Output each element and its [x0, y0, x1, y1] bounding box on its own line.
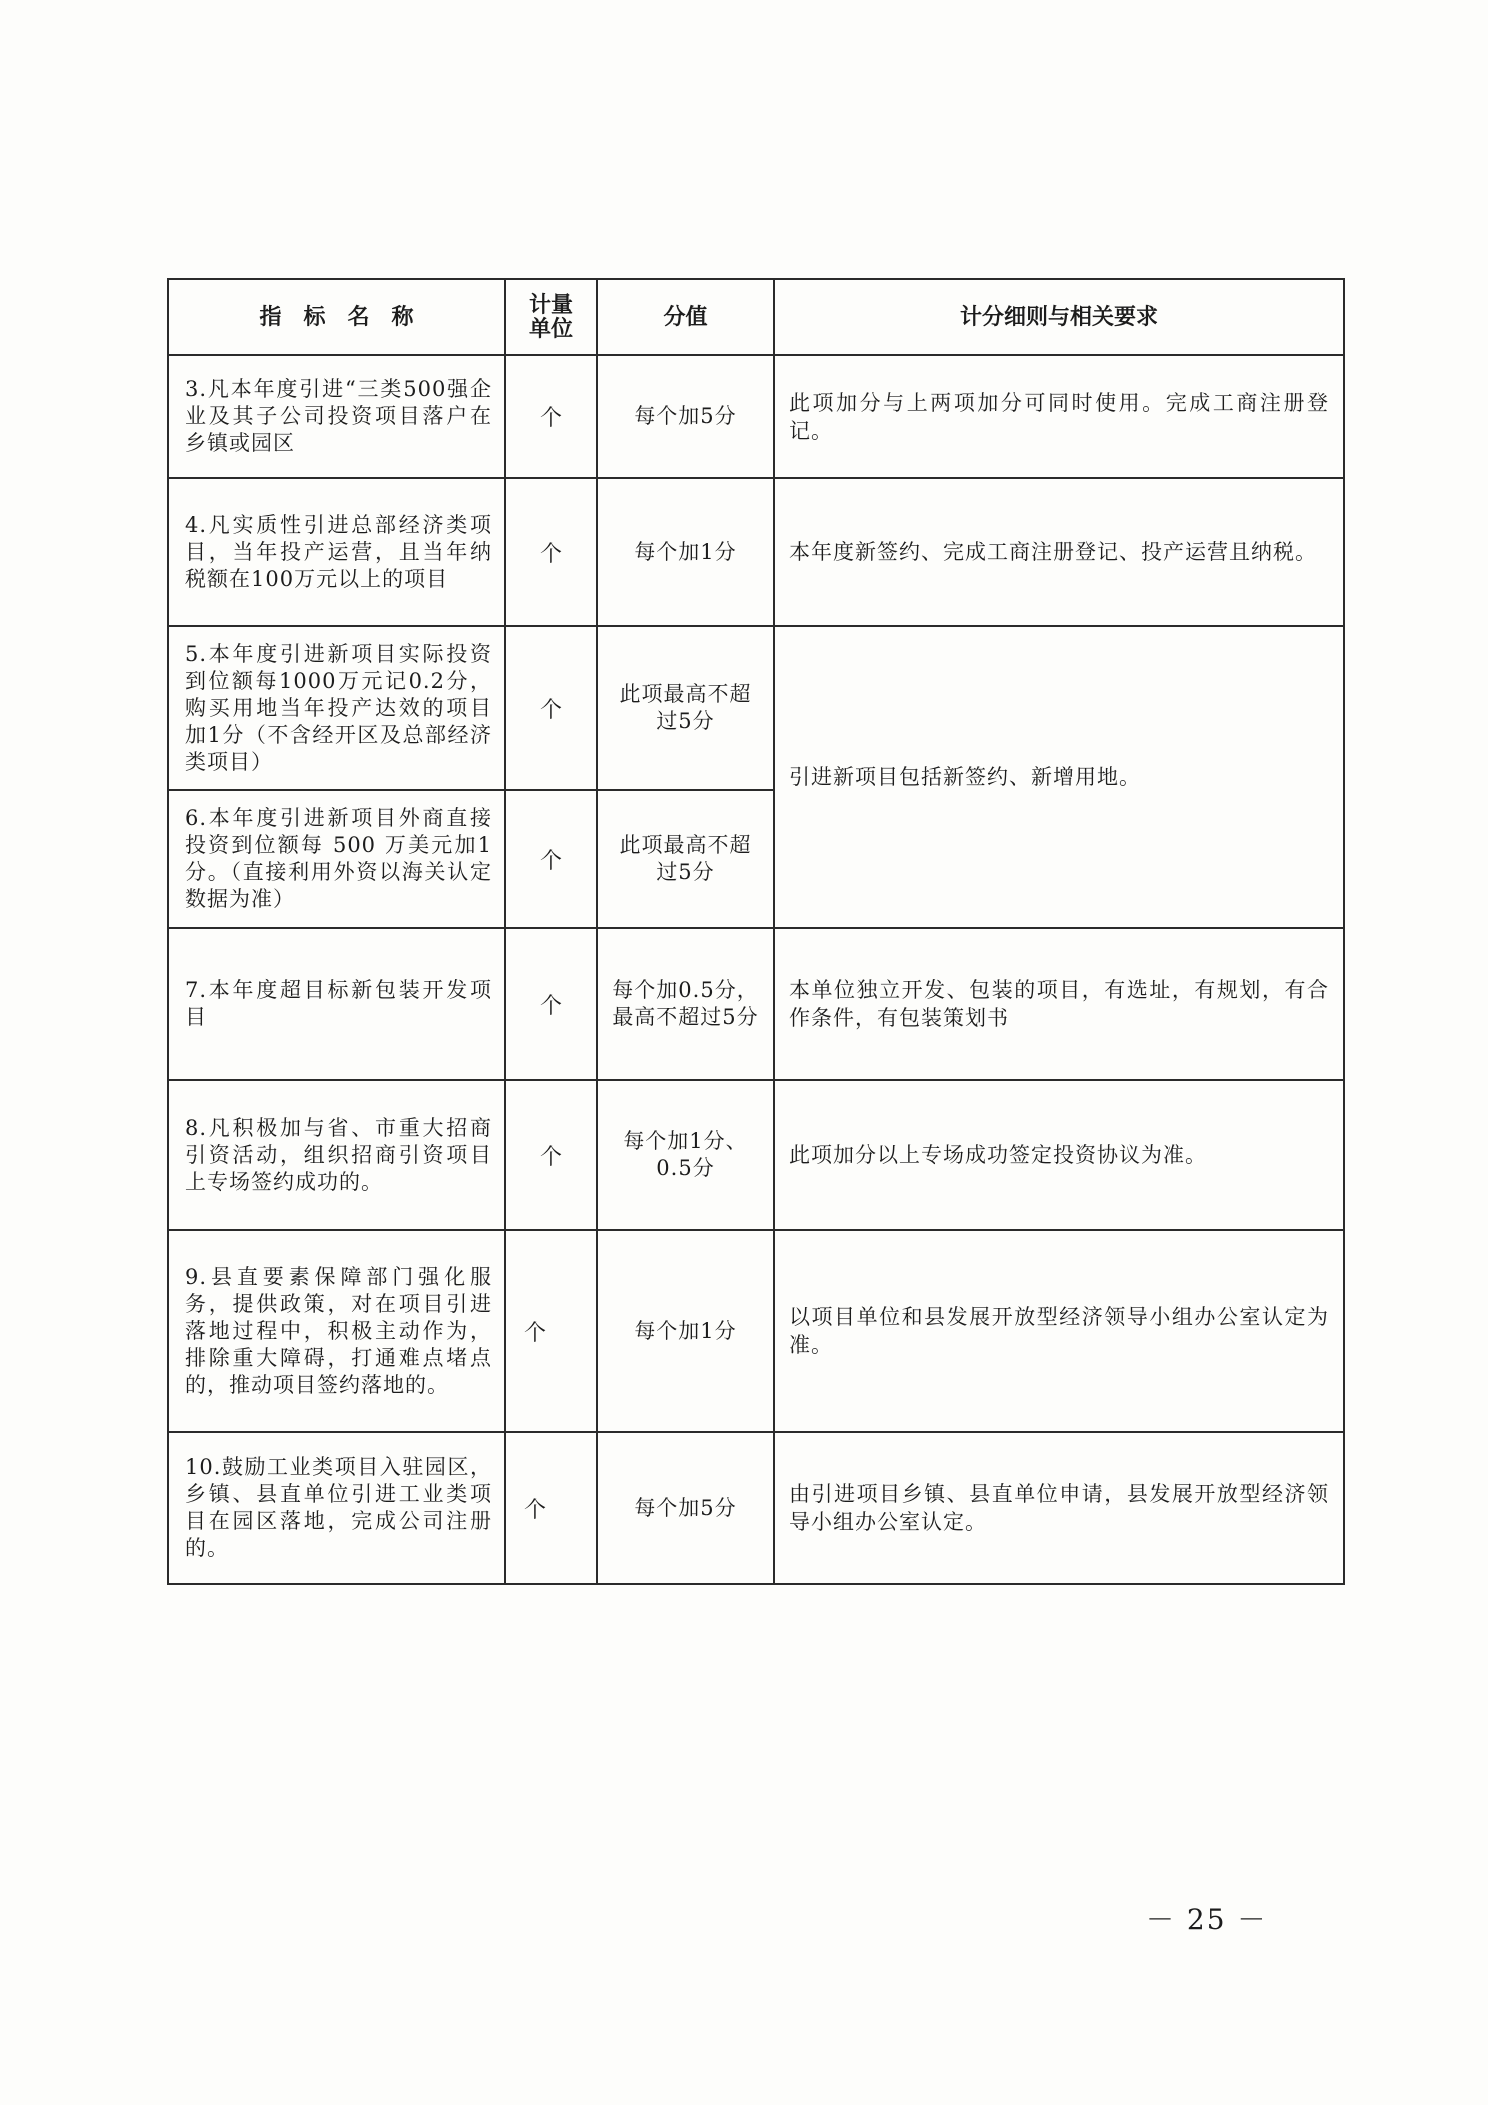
scoring-table — [167, 278, 1345, 1585]
score: 每个加5分 — [597, 1432, 774, 1584]
unit: 个 — [505, 790, 597, 928]
table-header-row — [168, 279, 1344, 355]
table-row — [168, 1432, 1344, 1584]
page-number: － 25 － — [1146, 1903, 1268, 1936]
table-row — [168, 1230, 1344, 1432]
unit: 个 — [505, 1230, 597, 1432]
unit: 个 — [505, 1432, 597, 1584]
unit: 个 — [505, 1080, 597, 1230]
indicator-name: 4.凡实质性引进总部经济类项目，当年投产运营，且当年纳税额在100万元以上的项目 — [168, 478, 505, 626]
table-row — [168, 355, 1344, 478]
indicator-name: 3.凡本年度引进“三类500强企业及其子公司投资项目落户在乡镇或园区 — [168, 355, 505, 478]
indicator-name: 5.本年度引进新项目实际投资到位额每1000万元记0.2分，购买用地当年投产达效的项目加1分（不含经开区及总部经济类项目） — [168, 626, 505, 790]
detail: 本年度新签约、完成工商注册登记、投产运营且纳税。 — [774, 478, 1344, 626]
indicator-name: 9.县直要素保障部门强化服务，提供政策，对在项目引进落地过程中，积极主动作为，排除重大障碍，打通难点堵点的，推动项目签约落地的。 — [168, 1230, 505, 1432]
header-score: 分值 — [597, 279, 774, 355]
table-row — [168, 928, 1344, 1080]
detail: 引进新项目包括新签约、新增用地。 — [774, 626, 1344, 928]
unit: 个 — [505, 355, 597, 478]
detail: 本单位独立开发、包装的项目，有选址，有规划，有合作条件，有包装策划书 — [774, 928, 1344, 1080]
header-unit-line2: 单位 — [528, 316, 573, 342]
indicator-name: 8.凡积极加与省、市重大招商引资活动，组织招商引资项目上专场签约成功的。 — [168, 1080, 505, 1230]
detail: 由引进项目乡镇、县直单位申请，县发展开放型经济领导小组办公室认定。 — [774, 1432, 1344, 1584]
score: 每个加5分 — [597, 355, 774, 478]
table-row — [168, 478, 1344, 626]
header-detail: 计分细则与相关要求 — [774, 279, 1344, 355]
detail: 以项目单位和县发展开放型经济领导小组办公室认定为准。 — [774, 1230, 1344, 1432]
score: 每个加1分、0.5分 — [597, 1080, 774, 1230]
detail: 此项加分以上专场成功签定投资协议为准。 — [774, 1080, 1344, 1230]
header-unit-line1: 计量 — [528, 292, 573, 318]
score: 每个加1分 — [597, 478, 774, 626]
table-row — [168, 626, 1344, 790]
unit: 个 — [505, 478, 597, 626]
indicator-name: 7.本年度超目标新包装开发项目 — [168, 928, 505, 1080]
score: 每个加0.5分，最高不超过5分 — [597, 928, 774, 1080]
table-row — [168, 1080, 1344, 1230]
score: 每个加1分 — [597, 1230, 774, 1432]
indicator-name: 10.鼓励工业类项目入驻园区，乡镇、县直单位引进工业类项目在园区落地，完成公司注册的。 — [168, 1432, 505, 1584]
score: 此项最高不超过5分 — [597, 626, 774, 790]
unit: 个 — [505, 626, 597, 790]
score: 此项最高不超过5分 — [597, 790, 774, 928]
unit: 个 — [505, 928, 597, 1080]
header-unit — [505, 279, 597, 355]
detail: 此项加分与上两项加分可同时使用。完成工商注册登记。 — [774, 355, 1344, 478]
indicator-name: 6.本年度引进新项目外商直接投资到位额每 500 万美元加1分。（直接利用外资以海关认定数据为准） — [168, 790, 505, 928]
header-indicator-name: 指标名称 — [168, 279, 505, 355]
